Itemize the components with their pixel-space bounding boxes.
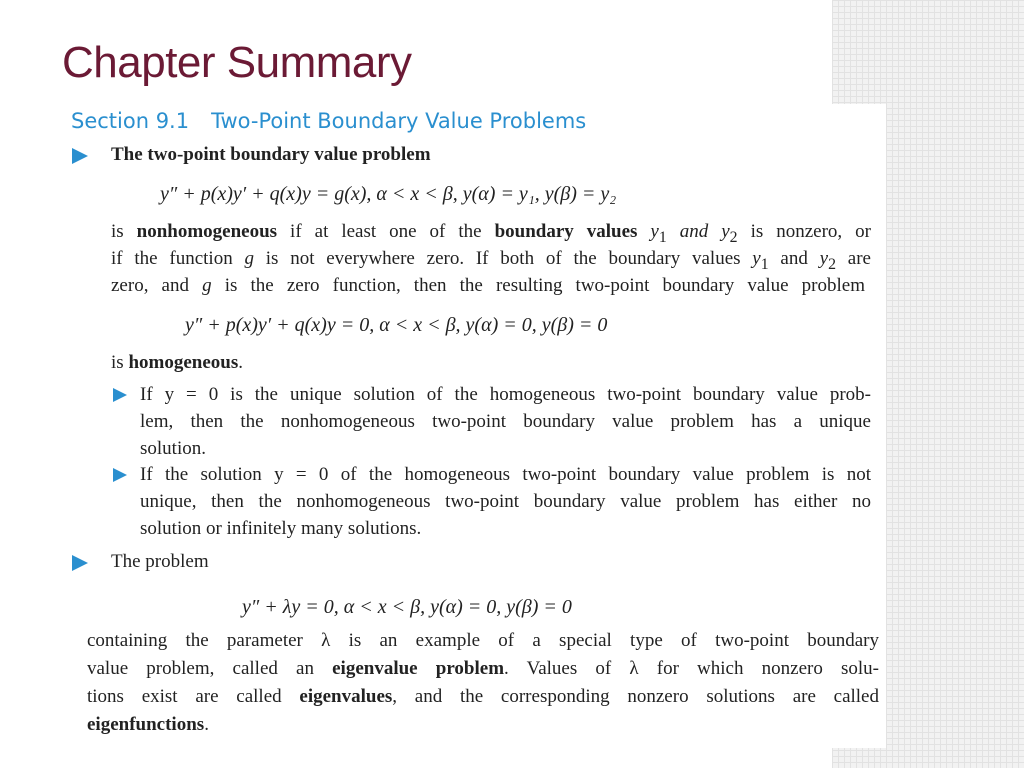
paragraph-line: is nonhomogeneous if at least one of the boundary values $y_1$ and $y_2$ is nonzero, or [111, 221, 871, 246]
paragraph-line: zero, and g is the zero function, then the resulting two-point boundary value problem [111, 275, 865, 296]
bullet-heading: The problem [111, 551, 209, 572]
bullet-arrow-icon [113, 388, 127, 402]
slide-title: Chapter Summary [62, 38, 412, 87]
sub-bullet-line: solution or infinitely many solutions. [140, 518, 422, 539]
equation-homogeneous: y″ + p(x)y′ + q(x)y = 0, α < x < β, y(α) = 0, y(β) = 0 [185, 314, 608, 336]
sub-bullet-line: If y = 0 is the unique solution of the homogeneous two-point boundary value prob- [140, 384, 871, 405]
paragraph-line: eigenfunctions. [87, 714, 209, 735]
section-number: Section 9.1 [71, 109, 190, 133]
sub-bullet-line: unique, then the nonhomogeneous two-point boundary value problem has either no [140, 491, 871, 512]
bullet-arrow-icon [113, 468, 127, 482]
equation-nonhomogeneous: y″ + p(x)y′ + q(x)y = g(x), α < x < β, y(α) = y₁, y(β) = y₂ [160, 183, 617, 205]
sub-bullet-line: solution. [140, 438, 206, 459]
sub-bullet-line: lem, then the nonhomogeneous two-point boundary value problem has a unique [140, 411, 871, 432]
equation-eigenvalue: y″ + λy = 0, α < x < β, y(α) = 0, y(β) = 0 [242, 596, 572, 618]
paragraph-line: is homogeneous. [111, 352, 243, 373]
bullet-heading: The two-point boundary value problem [111, 144, 431, 165]
sub-bullet-line: If the solution y = 0 of the homogeneous two-point boundary value problem is not [140, 464, 871, 485]
section-title: Two-Point Boundary Value Problems [211, 109, 587, 133]
paragraph-line: value problem, called an eigenvalue problem. Values of λ for which nonzero solu- [87, 658, 879, 679]
section-heading [71, 109, 586, 133]
paragraph-line: if the function g is not everywhere zero. If both of the boundary values $y_1$ and $y_2$ are [111, 248, 871, 273]
bullet-arrow-icon [72, 555, 88, 571]
paragraph-line: containing the parameter λ is an example of a special type of two-point boundary [87, 630, 879, 651]
bullet-arrow-icon [72, 148, 88, 164]
paragraph-line: tions exist are called eigenvalues, and the corresponding nonzero solutions are called [87, 686, 879, 707]
